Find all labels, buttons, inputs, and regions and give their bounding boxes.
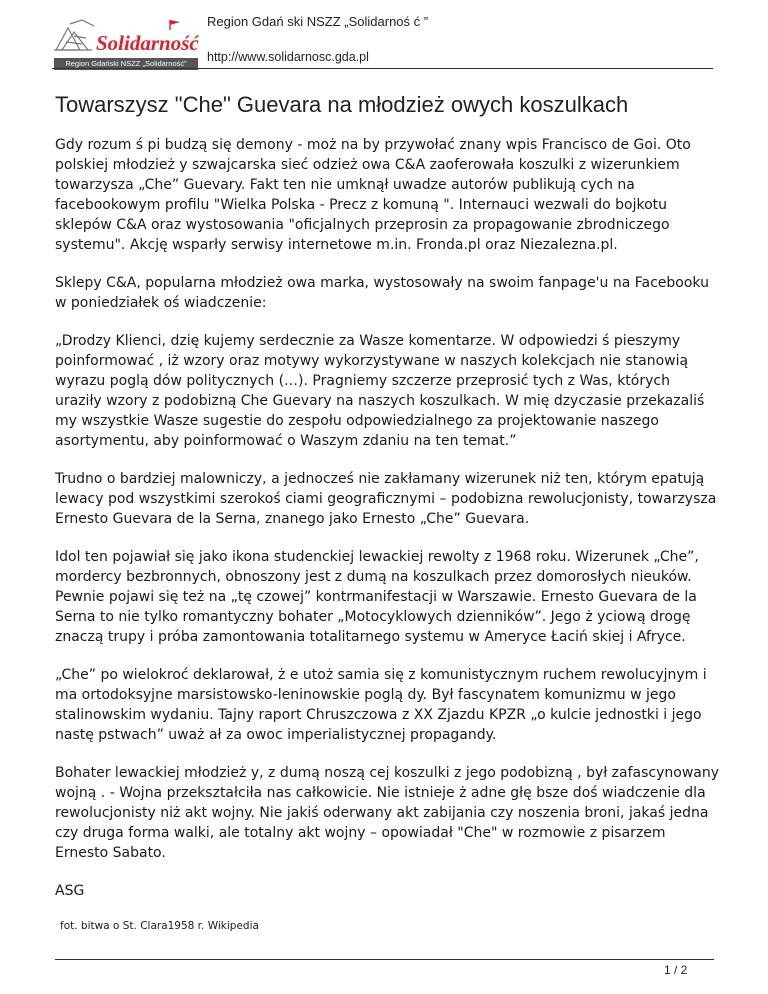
site-url-link[interactable]: http://www.solidarnosc.gda.pl <box>207 50 369 64</box>
logo-wordmark: Solidarność <box>96 31 199 55</box>
page-header <box>52 12 717 70</box>
article-body <box>55 135 720 951</box>
photo-credit: fot. bitwa o St. Clara1958 r. Wikipedia <box>60 920 259 932</box>
region-name: Region Gdań ski NSZZ „Solidarnoś ć ” <box>207 14 429 29</box>
paragraph-quote: „Drodzy Klienci, dzię kujemy serdecznie za Wasze komentarze. W odpowiedzi ś pieszymy poinformować , iż wzory oraz motywy wykorzystywane w naszych kolekcjach nie stanowią wyrazu poglą dów politycznych (…). Pragniemy szczerze przeprosić tych z Was, których uraziły wzory z podobizną Che Guevary na naszych koszulkach. W mię dzyczasie przekazaliś my wszystkie Wasze sugestie do zespołu odpowiedzialnego za projektowanie naszego asortymentu, aby poinformować o Waszym zdaniu na ten temat.” <box>55 333 705 449</box>
article-title: Towarszysz "Che" Guevara na młodzież owych koszulkach <box>55 92 629 117</box>
paragraph: „Che” po wielokroć deklarował, ż e utoż samia się z komunistycznym ruchem rewolucyjnym i ma ortodoksyjne marsistowsko-leninowskie poglą dy. Był fascynatem komunizmu w jego stalinowskim wydaniu. Tajny raport Chruszczowa z XX Zjazdu KPZR „o kulcie jednostki i jego nastę pstwach” uważ ał za owoc imperialistycznej propagandy. <box>55 667 707 743</box>
paragraph: Idol ten pojawiał się jako ikona studenckiej lewackiej rewolty z 1968 roku. Wizerunek „Che”, mordercy bezbronnych, obnoszony jest z dumą na koszulkach przez domorosłych nieuków. Pewnie pojawi się też na „tę czowej” kontrmanifestacji w Warszawie. Ernesto Guevara de la Serna to nie tylko romantyczny bohater „Motocyklowych dzienników”. Jego ż yciową drogę znaczą trupy i próba zamontowania totalitarnego systemu w Ameryce Łaciń skiej i Afryce. <box>55 549 699 645</box>
header-divider <box>52 68 713 69</box>
page-number: 1 / 2 <box>664 963 688 977</box>
author-signature: ASG <box>55 883 85 899</box>
footer-divider <box>55 959 714 960</box>
paragraph: Bohater lewackiej młodzież y, z dumą noszą cej koszulki z jego podobizną , był zafascynowany wojną . - Wojna przekształciła nas całkowicie. Nie istnieje ż adne głę bsze doś wiadczenie dla rewolucjonisty niż akt wojny. Nie jakiś oderwany akt zabijania czy noszenia broni, jakaś jedna czy druga forma walki, ale totalny akt wojny – opowiadał "Che" w rozmowie z pisarzem Ernesto Sabato. <box>55 765 720 861</box>
paragraph: Gdy rozum ś pi budzą się demony - moż na by przywołać znany wpis Francisco de Goi. Oto polskiej młodzież y szwajcarska sieć odzież owa C&A zaoferowała koszulki z wizerunkiem towarzysza „Che” Guevary. Fakt ten nie umknął uwadze autorów publikują cych na facebookowym profilu "Wielka Polska - Precz z komuną ". Internauci wezwali do bojkotu sklepów C&A oraz wystosowania "oficjalnych przeprosin za propagowanie zbrodniczego systemu". Akcję wsparły serwisy internetowe m.in. Fronda.pl oraz Niezalezna.pl. <box>55 137 691 253</box>
paragraph: Trudno o bardziej malowniczy, a jednocześ nie zakłamany wizerunek niż ten, którym epatują lewacy pod wszystkimi szerokoś ciami geograficznymi – podobizna rewolucjonisty, towarzysza Ernesto Guevara de la Serna, znanego jako Ernesto „Che” Guevara. <box>55 471 717 527</box>
paragraph: Sklepy C&A, popularna młodzież owa marka, wystosowały na swoim fanpage'u na Facebooku w poniedziałek oś wiadczenie: <box>55 275 709 311</box>
solidarnosc-logo <box>52 16 200 70</box>
logo-caption: Region Gdański NSZZ „Solidarność” <box>54 58 198 70</box>
